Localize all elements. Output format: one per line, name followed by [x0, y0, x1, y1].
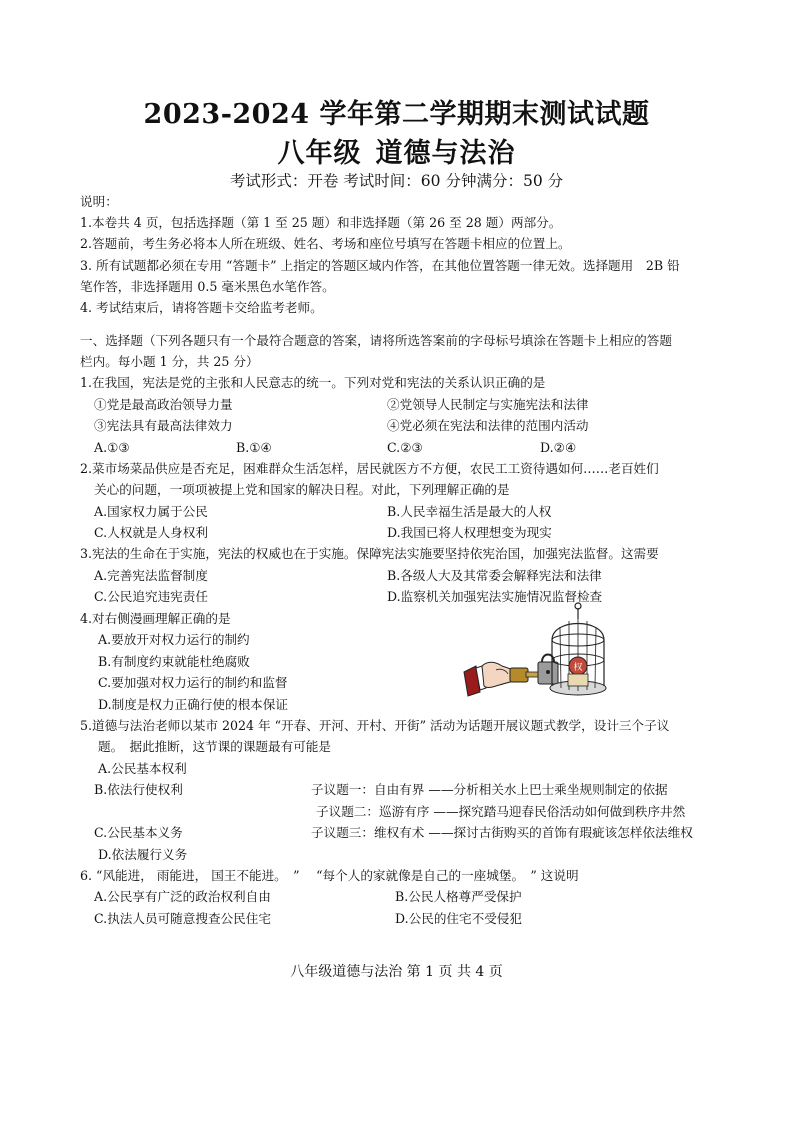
note-item: 2.答题前，考生务必将本人所在班级、姓名、考场和座位号填写在答题卡相应的位置上。: [80, 236, 571, 251]
option-a: A.公民享有广泛的政治权利自由: [94, 889, 271, 904]
page-footer: 八年级道德与法治 第 1 页 共 4 页: [290, 964, 503, 980]
option-b: B.公民人格尊严受保护: [395, 889, 522, 904]
option-c: C.执法人员可随意搜查公民住宅: [94, 911, 271, 926]
note-item: 1.本卷共 4 页，包括选择题（第 1 至 25 题）和非选择题（第 26 至 28 题）两部分。: [80, 215, 562, 230]
option-b: B.人民幸福生活是最大的人权: [387, 504, 552, 519]
question-stem: 3.宪法的生命在于实施，宪法的权威也在于实施。保障宪法实施要坚持依宪治国，加强宪法监督。这需要: [80, 546, 659, 561]
option-b: B.依法行使权利: [94, 782, 183, 797]
option-b: B.各级人大及其常委会解释宪法和法律: [387, 568, 602, 583]
option-a: A.完善宪法监督制度: [94, 568, 208, 583]
option-d: D.我国已将人权理想变为现实: [387, 525, 552, 540]
option-c: C.公民基本义务: [94, 825, 183, 840]
option-d: D.监察机关加强宪法实施情况监督检查: [387, 589, 603, 604]
section-heading: 栏内。每小题 1 分，共 25 分）: [80, 354, 259, 369]
option-a: A.国家权力属于公民: [94, 504, 208, 519]
power-cage-cartoon: [462, 600, 608, 700]
option-a: A.①③: [94, 440, 130, 455]
question-stem: 题。 据此推断，这节课的课题最有可能是: [98, 739, 331, 754]
question-stem: 关心的问题，一项项被提上党和国家的解决日程。对此，下列理解正确的是: [94, 482, 510, 497]
option-d: D.制度是权力正确行使的根本保证: [98, 697, 288, 712]
statement: ③宪法具有最高法律效力: [94, 418, 233, 433]
option-c: C.公民追究违宪责任: [94, 589, 208, 604]
option-b: B.有制度约束就能杜绝腐败: [98, 654, 250, 669]
sub-topic: 子议题一：自由有界 ——分析相关水上巴士乘坐规则制定的依据: [311, 782, 668, 797]
section-heading: 一、选择题（下列各题只有一个最符合题意的答案，请将所选答案前的字母标号填涂在答题卡上相应的答题: [80, 333, 672, 348]
option-d: D.公民的住宅不受侵犯: [395, 911, 522, 926]
statement: ①党是最高政治领导力量: [94, 397, 233, 412]
question-stem: 5.道德与法治老师以某市 2024 年 “开春、开河、开村、开街” 活动为话题开展议题式教学，设计三个子议: [80, 718, 670, 733]
option-c: C.人权就是人身权利: [94, 525, 208, 540]
statement: ②党领导人民制定与实施宪法和法律: [387, 397, 589, 412]
option-c: C.②③: [387, 440, 423, 455]
option-d: D.②④: [540, 440, 577, 455]
padlock-icon: [538, 655, 558, 685]
exam-subtitle: [0, 131, 793, 170]
question-stem: 4.对右侧漫画理解正确的是: [80, 611, 231, 626]
subject-label: 道德与法治: [375, 138, 516, 169]
question-stem: 1.在我国，宪法是党的主张和人民意志的统一。下列对党和宪法的关系认识正确的是: [80, 375, 546, 390]
note-item: 笔作答，非选择题用 0.5 毫米黑色水笔作答。: [80, 279, 335, 294]
key-icon: [510, 668, 540, 682]
notes-label: 说明：: [80, 194, 118, 209]
question-stem: 6. “风能进， 雨能进， 国王不能进。 ” “每个人的家就像是自己的一座城堡。 ” 这说明: [80, 868, 579, 883]
note-item: 3. 所有试题都必须在专用 “答题卡” 上指定的答题区域内作答，在其他位置答题一律无效。选择题用 2B 铅: [80, 258, 680, 273]
option-d: D.依法履行义务: [98, 847, 188, 862]
statement: ④党必须在宪法和法律的范围内活动: [387, 418, 589, 433]
exam-info: 考试形式：开卷 考试时间：60 分钟满分：50 分: [229, 172, 564, 190]
option-b: B.①④: [236, 440, 272, 455]
sub-topic: 子议题二：巡游有序 ——探究踏马迎春民俗活动如何做到秩序井然: [316, 804, 686, 819]
grade-label: 八年级: [277, 138, 362, 169]
note-item: 4. 考试结束后，请将答题卡交给监考老师。: [80, 300, 323, 315]
question-stem: 2.菜市场菜品供应是否充足，困难群众生活怎样，居民就医方不方便，农民工工资待遇如何……老百姓们: [80, 461, 659, 476]
option-c: C.要加强对权力运行的制约和监督: [98, 675, 288, 690]
sub-topic: 子议题三：维权有术 ——探讨古街购买的首饰有瑕疵该怎样依法维权: [311, 825, 693, 840]
option-a: A.要放开对权力运行的制约: [98, 632, 250, 647]
option-a: A.公民基本权利: [98, 761, 187, 776]
exam-title: 2023-2024 学年第二学期期末测试试题: [143, 99, 650, 130]
cartoon-label: 权: [573, 663, 583, 673]
